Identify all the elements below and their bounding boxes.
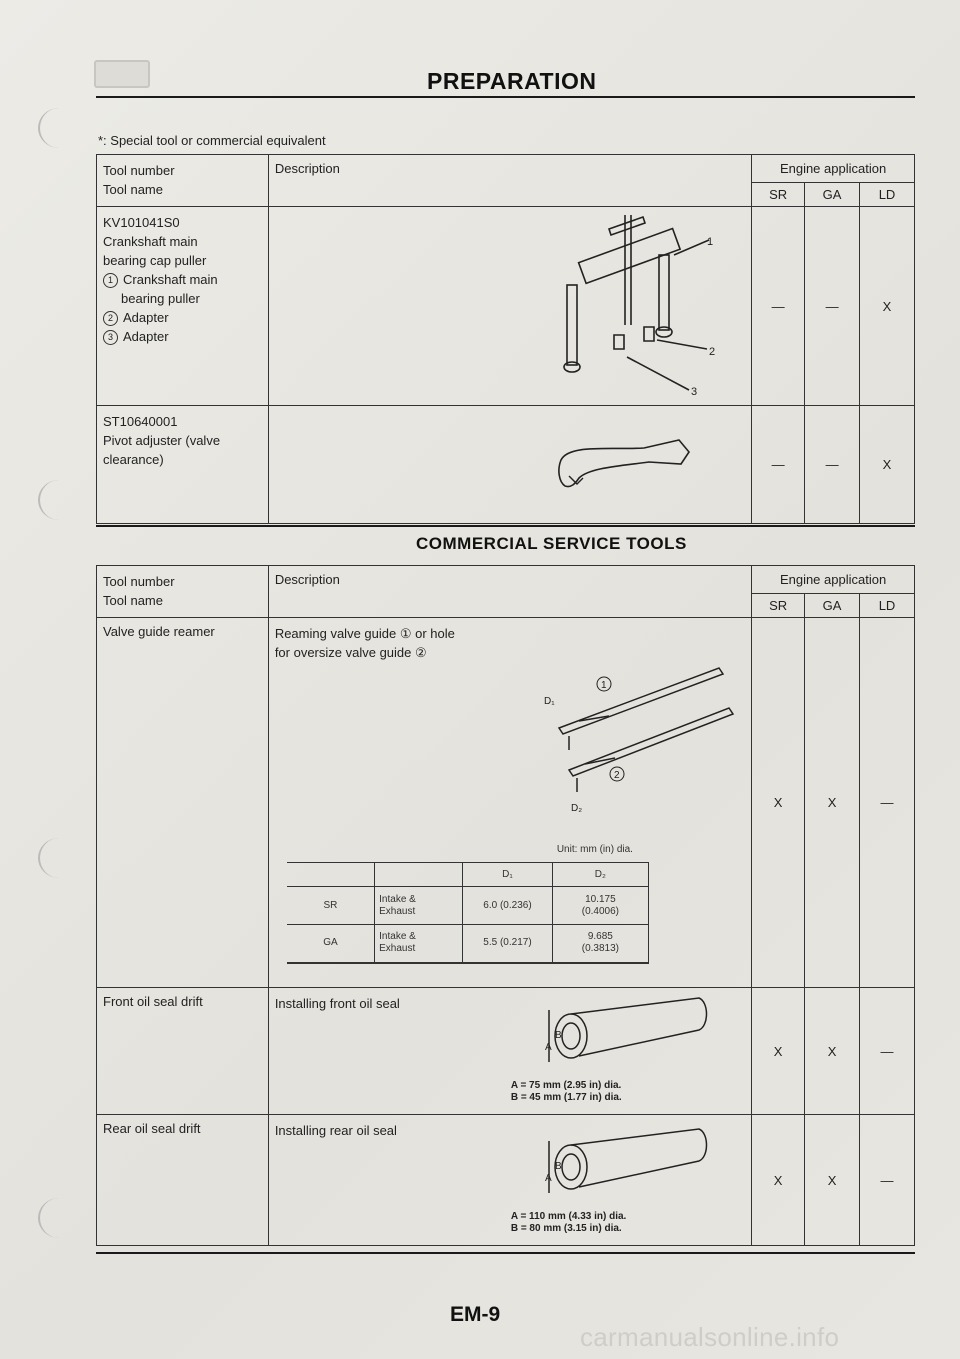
tool-illustration-cell <box>268 207 751 406</box>
dimension-a: A = 75 mm (2.95 in) dia. <box>510 1080 622 1091</box>
ga-mark: — <box>805 207 860 406</box>
valve-guide-reamer-illustration <box>539 666 749 816</box>
section-badge <box>94 60 150 88</box>
engine-ld-header: LD <box>860 183 915 207</box>
d1-label: D₁ <box>543 696 555 707</box>
callout-3: 3 <box>690 386 697 398</box>
bearing-puller-illustration <box>539 215 719 400</box>
sr-mark: X <box>752 1115 805 1246</box>
callout-number: 3 <box>103 330 118 345</box>
binder-hole <box>38 480 80 520</box>
table-row <box>97 406 915 524</box>
engine-application-header: Engine application <box>752 155 915 183</box>
engine-cell: GA <box>287 925 375 963</box>
table-row <box>97 207 915 406</box>
engine-sr-header: SR <box>752 594 805 618</box>
tool-name-cell: ST10640001 Pivot adjuster (valve clearance) <box>97 406 269 524</box>
d1-value: 5.5 (0.217) <box>463 925 553 963</box>
tool-column-header: Tool number Tool name <box>97 566 269 618</box>
dimension-a: A = 110 mm (4.33 in) dia. <box>510 1211 627 1222</box>
unit-label: Unit: mm (in) dia. <box>556 844 633 855</box>
tool-column-header: Tool number Tool name <box>97 155 269 207</box>
engine-ga-header: GA <box>805 183 860 207</box>
callout-number: 1 <box>103 273 118 288</box>
d1-column-header: D₁ <box>463 863 553 887</box>
front-oil-seal-drift-illustration <box>509 996 719 1076</box>
label-b: B <box>554 1161 562 1172</box>
table-row <box>97 988 915 1115</box>
valve-cell: Intake & Exhaust <box>375 925 463 963</box>
header-rule <box>96 96 915 98</box>
table-row <box>97 618 915 988</box>
ld-mark: — <box>860 1115 915 1246</box>
tool-name-cell: KV101041S0 Crankshaft main bearing cap puller 1 Crankshaft main bearing puller 2 Adapter 3 Adapter <box>97 207 269 406</box>
engine-cell: SR <box>287 887 375 925</box>
bottom-rule <box>96 1252 915 1254</box>
d2-value: 9.685 (0.3813) <box>552 925 648 963</box>
ld-mark: — <box>860 618 915 988</box>
valve-cell: Intake & Exhaust <box>375 887 463 925</box>
ld-mark: X <box>860 406 915 524</box>
dimension-b: B = 45 mm (1.77 in) dia. <box>510 1092 622 1103</box>
label-b: B <box>554 1030 562 1041</box>
tool-description-cell: Installing front oil seal A B A = 75 mm (2.95 in) dia. B = 45 mm (1.77 in) dia. <box>268 988 751 1115</box>
engine-ld-header: LD <box>860 594 915 618</box>
engine-application-header: Engine application <box>752 566 915 594</box>
callout-2: 2 <box>708 346 715 358</box>
commercial-tools-table <box>96 565 915 1246</box>
ga-mark: — <box>805 406 860 524</box>
special-tool-note: *: Special tool or commercial equivalent <box>98 133 326 148</box>
page-title: PREPARATION <box>427 68 597 94</box>
callout-1: 1 <box>706 236 713 248</box>
binder-hole <box>38 1198 80 1238</box>
description-column-header: Description <box>268 566 751 618</box>
table-row <box>97 1115 915 1246</box>
callout-2: 2 <box>613 770 620 781</box>
sr-mark: X <box>752 988 805 1115</box>
callout-1: 1 <box>600 680 607 691</box>
reamer-dimension-table <box>287 862 649 964</box>
page-number: EM-9 <box>450 1303 501 1326</box>
tool-description-cell: Installing rear oil seal A B A = 110 mm (4.33 in) dia. B = 80 mm (3.15 in) dia. <box>268 1115 751 1246</box>
sr-mark: X <box>752 618 805 988</box>
pivot-adjuster-illustration <box>549 426 699 506</box>
sr-mark: — <box>752 406 805 524</box>
d2-value: 10.175 (0.4006) <box>552 887 648 925</box>
tool-name-cell: Valve guide reamer <box>97 618 269 988</box>
label-a: A <box>544 1173 552 1184</box>
binder-hole <box>38 108 80 148</box>
tool-name-cell: Front oil seal drift <box>97 988 269 1115</box>
sr-mark: — <box>752 207 805 406</box>
ld-mark: — <box>860 988 915 1115</box>
callout-number: 2 <box>103 311 118 326</box>
engine-ga-header: GA <box>805 594 860 618</box>
ga-mark: X <box>805 618 860 988</box>
ga-mark: X <box>805 988 860 1115</box>
description-column-header: Description <box>268 155 751 207</box>
tool-description-cell: Reaming valve guide ① or hole for oversize valve guide ② D₁ D₂ 1 2 Unit: mm (in) dia. D₁ D₂ SR Intake & Exhaust 6.0 (0.236) 10.175 (0.4006) GA Intake & Exhaust 5.5 (0.217) 9.685 (0.3813) <box>268 618 751 988</box>
ga-mark: X <box>805 1115 860 1246</box>
section-rule <box>96 525 915 527</box>
label-a: A <box>544 1042 552 1053</box>
dimension-b: B = 80 mm (3.15 in) dia. <box>510 1223 622 1234</box>
engine-sr-header: SR <box>752 183 805 207</box>
special-tools-table <box>96 154 915 524</box>
section-title: COMMERCIAL SERVICE TOOLS <box>416 534 687 553</box>
d2-column-header: D₂ <box>552 863 648 887</box>
binder-hole <box>38 838 80 878</box>
watermark: carmanualsonline.info <box>580 1322 840 1352</box>
tool-illustration-cell <box>268 406 751 524</box>
tool-name-cell: Rear oil seal drift <box>97 1115 269 1246</box>
d1-value: 6.0 (0.236) <box>463 887 553 925</box>
d2-label: D₂ <box>570 803 582 814</box>
ld-mark: X <box>860 207 915 406</box>
rear-oil-seal-drift-illustration <box>509 1123 719 1203</box>
